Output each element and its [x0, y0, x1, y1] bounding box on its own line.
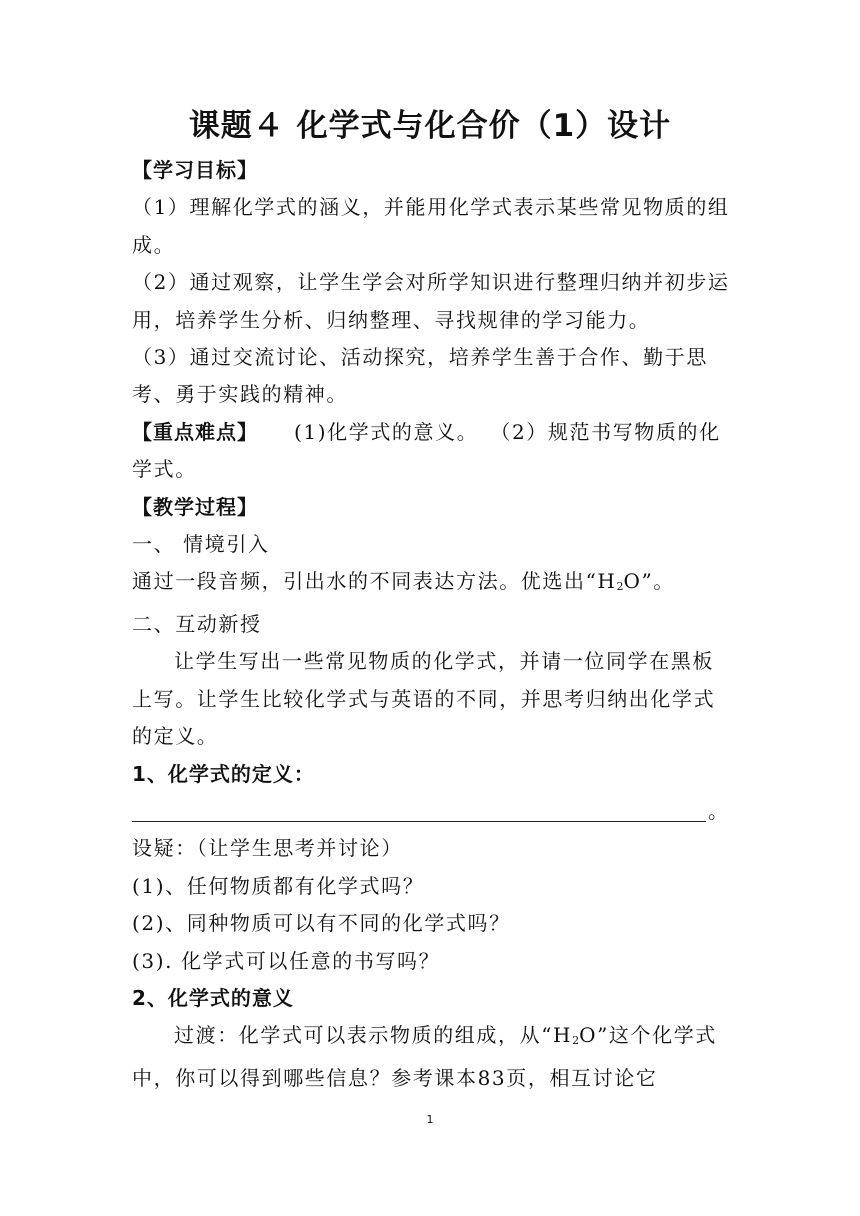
key-points-paragraph — [132, 414, 732, 489]
key-points-heading: 【重点难点】 — [132, 419, 258, 444]
question-item: (3). 化学式可以任意的书写吗？ — [132, 948, 441, 973]
objective-item: （3）通过交流讨论、活动探究，培养学生善于合作、勤于思考、勇于实践的精神。 — [132, 345, 708, 407]
definition-end-mark: 。 — [708, 798, 730, 823]
page-title: 课题４ 化学式与化合价（1）设计 — [188, 108, 672, 144]
section-2-title: 二、互动新授 — [132, 611, 262, 636]
process-heading: 【教学过程】 — [132, 494, 258, 519]
definition-heading: 1、化学式的定义： — [132, 761, 315, 786]
page-number: 1 — [426, 1113, 434, 1126]
section-1-text: 通过一段音频，引出水的不同表达方法。优选出“H2O”。 — [132, 569, 675, 594]
question-item: (1)、任何物质都有化学式吗？ — [132, 873, 425, 898]
definition-blank[interactable] — [132, 793, 732, 830]
fill-in-underline — [132, 821, 706, 822]
questions-intro: 设疑：（让学生思考并讨论） — [132, 836, 403, 861]
document-body — [132, 152, 732, 1097]
key-point-2: （2）规范书写物质的化学式。 — [132, 419, 721, 482]
objective-item: （2）通过观察，让学生学会对所学知识进行整理归纳并初步运用，培养学生分析、归纳整理、寻找规律的学习能力。 — [132, 270, 730, 332]
meaning-heading: 2、化学式的意义 — [132, 985, 294, 1010]
section-2-text: 让学生写出一些常见物质的化学式，并请一位同学在黑板上写。让学生比较化学式与英语的不同，并思考归纳出化学式的定义。 — [132, 649, 716, 749]
objective-item: （1）理解化学式的涵义，并能用化学式表示某些常见物质的组成。 — [132, 195, 730, 257]
subscript-2: 2 — [616, 580, 624, 594]
objectives-heading: 【学习目标】 — [132, 158, 258, 182]
subscript-2: 2 — [572, 1034, 580, 1048]
question-item: (2)、同种物质可以有不同的化学式吗？ — [132, 911, 511, 936]
section-1-title: 一、 情境引入 — [132, 532, 270, 557]
key-point-1: (1)化学式的意义。 — [294, 419, 479, 444]
meaning-text: 过渡：化学式可以表示物质的组成，从“H2O”这个化学式中，你可以得到哪些信息？参考课本83页，相互讨论它 — [132, 1023, 717, 1090]
